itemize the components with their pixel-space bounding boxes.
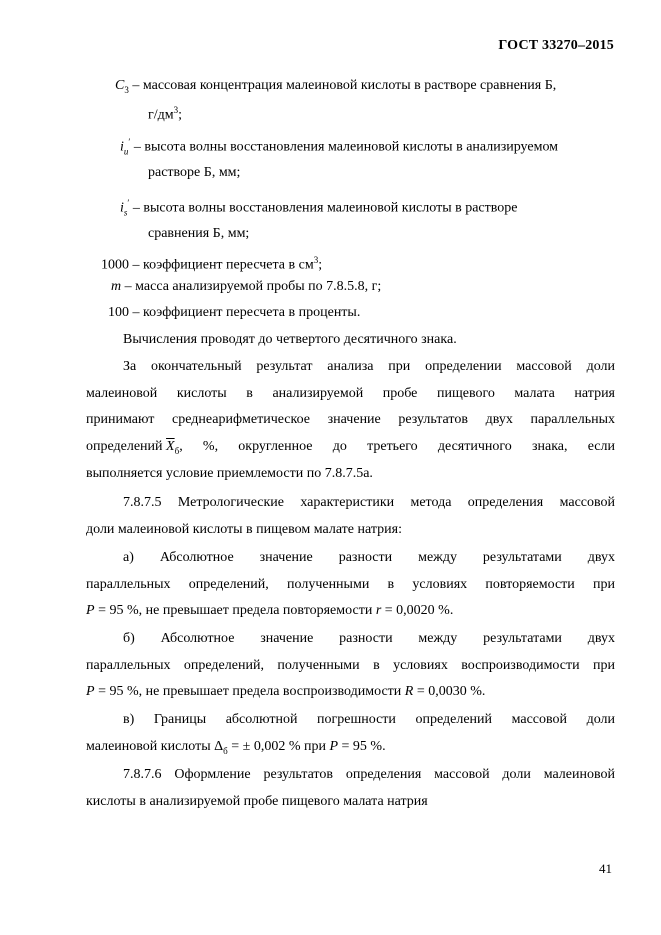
section-7876-line-2: кислоты в анализируемой пробе пищевого малата натрия	[86, 794, 428, 809]
mean-symbol: $\overline{X}$	[166, 439, 175, 454]
paragraph-final-line-4	[86, 438, 615, 460]
text: = ± 0,002 % при	[227, 739, 330, 754]
symbol: i	[120, 200, 124, 216]
punctuation: ;	[318, 257, 323, 273]
coefficient: 100	[108, 305, 129, 320]
definition-iu	[120, 134, 558, 160]
item-a-line-1: а) Абсолютное значение разности между результатами двух	[123, 550, 615, 565]
text-suffix: , %, округленное до третьего десятичного знака, если	[179, 439, 615, 454]
prime-mark: ′	[127, 198, 130, 208]
definition-m	[111, 278, 381, 295]
text: определений	[86, 439, 167, 454]
definition-text: – коэффициент пересчета в см	[129, 257, 314, 273]
definition-text: – массовая концентрация малеиновой кислоты в растворе сравнения Б,	[128, 78, 557, 93]
text: = 95 %, не превышает предела повторяемости	[94, 603, 376, 618]
unit-superscript: 3	[313, 255, 319, 265]
coefficient: 1000	[101, 257, 129, 273]
symbol: i	[120, 139, 124, 155]
text: малеиновой кислоты Δ	[86, 739, 224, 754]
text: = 95 %, не превышает предела воспроизводимости	[94, 684, 405, 699]
value: = 0,0020 %.	[381, 603, 454, 618]
item-a-line-3	[86, 602, 453, 619]
item-b-line-1: б) Абсолютное значение разности между результатами двух	[123, 631, 615, 646]
symbol: C	[115, 78, 125, 93]
symbol-p: P	[329, 739, 339, 754]
symbol-subscript: 3	[124, 84, 129, 95]
definition-text: – коэффициент пересчета в проценты.	[129, 305, 361, 320]
value: = 95 %.	[338, 739, 386, 754]
section-7875-line-2: доли малеиновой кислоты в пищевом малате натрия:	[86, 522, 402, 537]
prime-mark: ′	[128, 137, 131, 147]
standard-code: ГОСТ 33270–2015	[498, 38, 614, 53]
definition-is	[120, 195, 518, 221]
symbol-r: R	[404, 684, 414, 699]
unit-text: г/дм	[148, 107, 174, 123]
symbol-p: P	[86, 603, 95, 618]
symbol-r: r	[375, 603, 382, 618]
paragraph-final-line-5: выполняется условие приемлемости по 7.8.7.5а.	[86, 466, 373, 481]
symbol-subscript: u	[123, 146, 129, 157]
definition-100	[108, 304, 360, 321]
paragraph-final-line-3: принимают среднеарифметическое значение результатов двух параллельных	[86, 412, 615, 427]
definition-c3-continuation	[148, 102, 182, 124]
item-c-line-1: в) Границы абсолютной погрешности определений массовой доли	[123, 712, 615, 727]
definition-text: – масса анализируемой пробы по 7.8.5.8, г;	[121, 279, 382, 294]
symbol-subscript: s	[123, 207, 128, 218]
section-7875-line-1: 7.8.7.5 Метрологические характеристики метода определения массовой	[123, 495, 615, 510]
punctuation: ;	[178, 107, 183, 123]
symbol: m	[111, 279, 122, 294]
page-number: 41	[599, 861, 612, 876]
item-b-line-3	[86, 683, 485, 700]
paragraph-final-line-1: За окончательный результат анализа при определении массовой доли	[123, 359, 615, 374]
definition-is-continuation: сравнения Б, мм;	[148, 226, 250, 241]
definition-1000	[101, 252, 322, 274]
value: = 0,0030 %.	[413, 684, 486, 699]
definition-c3	[115, 77, 556, 99]
definition-text: – высота волны восстановления малеиновой кислоты в растворе	[129, 200, 518, 216]
text-prefix	[86, 438, 179, 460]
item-c-line-2	[86, 738, 386, 760]
item-b-line-2: параллельных определений, полученными в условиях воспроизводимости при	[86, 658, 615, 673]
item-a-line-2: параллельных определений, полученными в условиях повторяемости при	[86, 577, 615, 592]
symbol-subscript: б	[223, 745, 228, 756]
symbol-subscript: б	[174, 445, 180, 456]
definition-text: – высота волны восстановления малеиновой кислоты в анализируемом	[130, 139, 559, 155]
unit-superscript: 3	[173, 105, 179, 115]
section-7876-line-1: 7.8.7.6 Оформление результатов определения массовой доли малеиновой	[123, 767, 615, 782]
paragraph-calculations: Вычисления проводят до четвертого десятичного знака.	[123, 332, 457, 347]
definition-iu-continuation: растворе Б, мм;	[148, 165, 241, 180]
symbol-p: P	[86, 684, 95, 699]
paragraph-final-line-2: малеиновой кислоты в анализируемой пробе пищевого малата натрия	[86, 386, 615, 401]
